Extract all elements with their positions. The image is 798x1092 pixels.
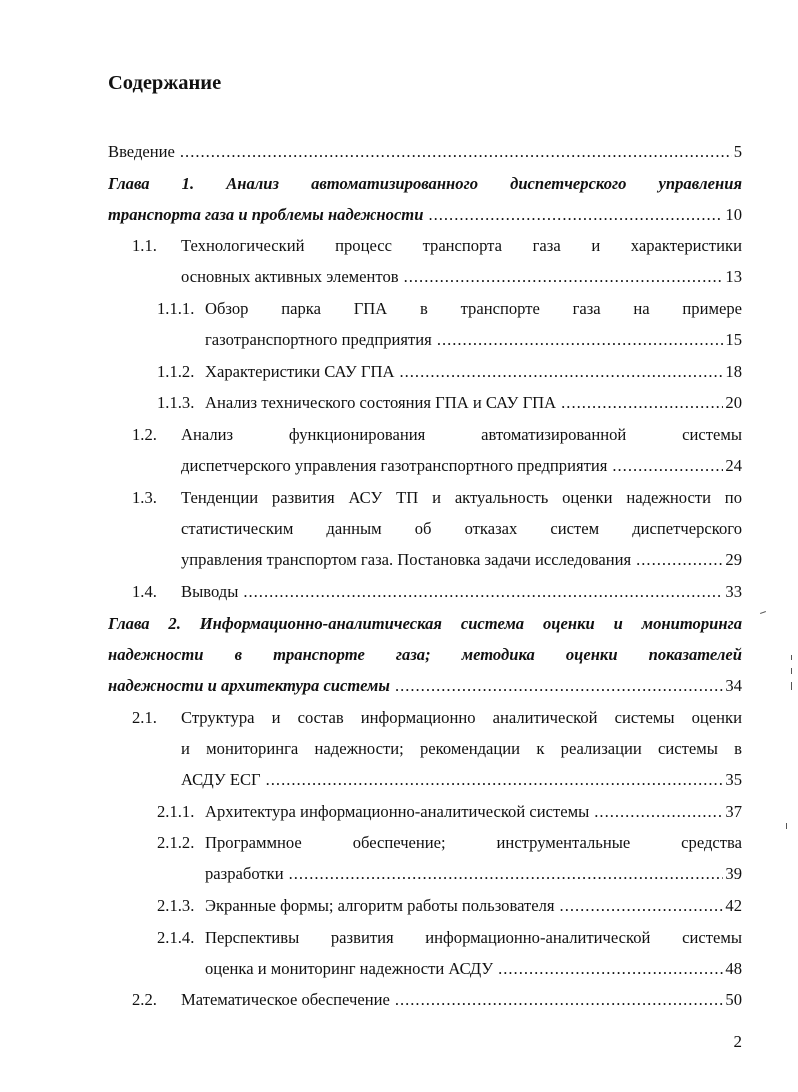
toc-entry-text: АСДУ ЕСГ <box>181 770 261 789</box>
toc-section-2-1-line-2: и мониторинга надежности; рекомендации к реализации системы в <box>181 739 742 758</box>
page-title: Содержание <box>108 72 222 94</box>
toc-section-1-1-line-1: Технологический процесс транспорта газа и характеристики <box>181 236 742 255</box>
leader-dots <box>594 801 723 823</box>
toc-page-number: 24 <box>725 456 742 475</box>
toc-entry-text: надежности и архитектура системы <box>108 676 390 695</box>
toc-section-1-1-3 <box>205 392 742 414</box>
toc-section-number: 1.1.1. <box>157 299 195 318</box>
leader-dots <box>560 895 724 917</box>
toc-section-1-3-line-1: Тенденции развития АСУ ТП и актуальность оценки надежности по <box>181 488 742 507</box>
toc-section-number: 2.1.2. <box>157 833 195 852</box>
leader-dots <box>289 863 724 885</box>
toc-section-2-1-4-line-2 <box>205 958 742 980</box>
toc-page-number: 33 <box>725 582 742 601</box>
toc-section-number: 2.1.3. <box>157 896 195 915</box>
toc-entry-text: Архитектура информационно-аналитической системы <box>205 802 590 821</box>
toc-entry-text: управления транспортом газа. Постановка задачи исследования <box>181 550 632 569</box>
toc-page-number: 48 <box>725 959 742 978</box>
toc-page-number: 34 <box>725 676 742 695</box>
leader-dots <box>498 958 723 980</box>
toc-section-1-1-2 <box>205 361 742 383</box>
leader-dots <box>180 141 732 163</box>
toc-entry-text: Выводы <box>181 582 239 601</box>
toc-chapter-2-line-2: надежности в транспорте газа; методика оценки показателей <box>108 645 742 664</box>
toc-entry-text: Введение <box>108 142 175 161</box>
toc-page-number: 13 <box>725 267 742 286</box>
toc-entry-text: газотранспортного предприятия <box>205 330 432 349</box>
toc-entry-text: Характеристики САУ ГПА <box>205 362 395 381</box>
scan-artifact <box>786 823 787 829</box>
leader-dots <box>395 675 723 697</box>
leader-dots <box>404 266 724 288</box>
toc-section-1-3-line-2: статистическим данным об отказах систем диспетчерского <box>181 519 742 538</box>
toc-section-number: 1.3. <box>132 488 157 507</box>
leader-dots <box>395 989 724 1011</box>
toc-page-number: 42 <box>725 896 742 915</box>
leader-dots <box>243 581 723 603</box>
toc-chapter-1-line-1: Глава 1. Анализ автоматизированного диспетчерского управления <box>108 174 742 193</box>
leader-dots <box>612 455 723 477</box>
leader-dots <box>437 329 724 351</box>
toc-section-2-2 <box>181 989 742 1011</box>
toc-section-1-3-line-3 <box>181 549 742 571</box>
toc-entry-text: оценка и мониторинг надежности АСДУ <box>205 959 494 978</box>
scan-artifact <box>791 668 792 674</box>
toc-entry-text: Математическое обеспечение <box>181 990 390 1009</box>
scan-artifact <box>791 682 792 690</box>
toc-page-number: 50 <box>725 990 742 1009</box>
leader-dots <box>561 392 723 414</box>
leader-dots <box>636 549 723 571</box>
toc-section-2-1-line-1: Структура и состав информационно аналитической системы оценки <box>181 708 742 727</box>
toc-section-2-1-3 <box>205 895 742 917</box>
toc-section-number: 1.4. <box>132 582 157 601</box>
leader-dots <box>266 769 724 791</box>
toc-entry-text: диспетчерского управления газотранспортного предприятия <box>181 456 608 475</box>
scan-artifact <box>760 611 766 614</box>
toc-section-2-1-2-line-1: Программное обеспечение; инструментальные средства <box>205 833 742 852</box>
toc-page-number: 20 <box>725 393 742 412</box>
toc-entry-text: разработки <box>205 864 284 883</box>
toc-section-number: 2.2. <box>132 990 157 1009</box>
toc-entry-text: Экранные формы; алгоритм работы пользователя <box>205 896 555 915</box>
toc-page-number: 29 <box>725 550 742 569</box>
toc-section-number: 1.1.2. <box>157 362 195 381</box>
toc-page-number: 37 <box>725 802 742 821</box>
toc-section-number: 2.1.4. <box>157 928 195 947</box>
toc-entry-text: основных активных элементов <box>181 267 399 286</box>
toc-section-1-1-line-2 <box>181 266 742 288</box>
toc-chapter-2-line-1: Глава 2. Информационно-аналитическая система оценки и мониторинга <box>108 614 742 633</box>
toc-section-number: 1.1. <box>132 236 157 255</box>
toc-section-1-4 <box>181 581 742 603</box>
toc-page-number: 10 <box>725 205 742 224</box>
toc-section-number: 2.1.1. <box>157 802 195 821</box>
toc-section-1-2-line-2 <box>181 455 742 477</box>
toc-entry-text: транспорта газа и проблемы надежности <box>108 205 424 224</box>
toc-page-number: 39 <box>725 864 742 883</box>
toc-page-number: 15 <box>725 330 742 349</box>
toc-section-number: 1.1.3. <box>157 393 195 412</box>
toc-section-2-1-4-line-1: Перспективы развития информационно-аналитической системы <box>205 928 742 947</box>
toc-chapter-1-line-2 <box>108 204 742 226</box>
toc-chapter-2-line-3 <box>108 675 742 697</box>
toc-section-2-1-2-line-2 <box>205 863 742 885</box>
toc-section-1-1-1-line-2 <box>205 329 742 351</box>
toc-section-number: 1.2. <box>132 425 157 444</box>
toc-entry-introduction <box>108 141 742 163</box>
page-number: 2 <box>733 1032 742 1051</box>
toc-entry-text: Анализ технического состояния ГПА и САУ ГПА <box>205 393 557 412</box>
toc-section-number: 2.1. <box>132 708 157 727</box>
toc-page-number: 5 <box>733 142 742 161</box>
toc-section-2-1-line-3 <box>181 769 742 791</box>
toc-section-1-1-1-line-1: Обзор парка ГПА в транспорте газа на примере <box>205 299 742 318</box>
toc-section-1-2-line-1: Анализ функционирования автоматизированной системы <box>181 425 742 444</box>
toc-page-number: 35 <box>725 770 742 789</box>
leader-dots <box>428 204 723 226</box>
scan-artifact <box>791 655 792 660</box>
toc-section-2-1-1 <box>205 801 742 823</box>
toc-page-number: 18 <box>725 362 742 381</box>
leader-dots <box>399 361 723 383</box>
